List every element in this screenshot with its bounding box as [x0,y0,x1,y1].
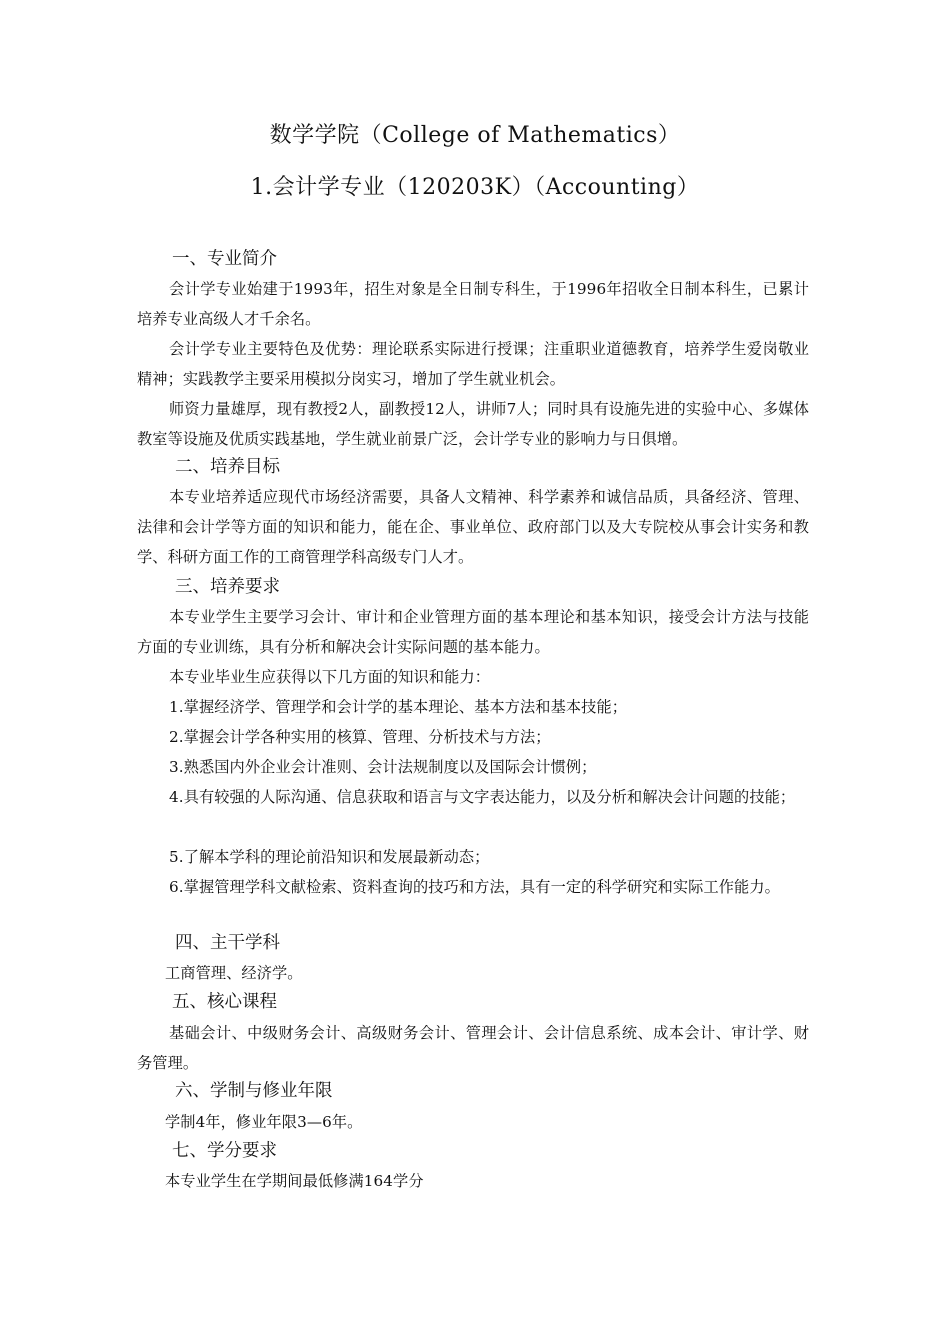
list-item: 6.掌握管理学科文献检索、资料查询的技巧和方法，具有一定的科学研究和实际工作能力。 [169,878,780,896]
paragraph: 会计学专业始建于1993年，招生对象是全日制专科生，于1996年招收全日制本科生，已累计培养专业高级人才千余名。 [137,280,809,328]
section-heading-credits: 七、学分要求 [172,1141,277,1161]
list-item: 3.熟悉国内外企业会计准则、会计法规制度以及国际会计惯例； [169,758,597,776]
list-item: 1.掌握经济学、管理学和会计学的基本理论、基本方法和基本技能； [169,698,628,716]
paragraph: 本专业学生在学期间最低修满164学分 [165,1172,424,1190]
paragraph: 基础会计、中级财务会计、高级财务会计、管理会计、会计信息系统、成本会计、审计学、财务管理。 [137,1024,809,1072]
list-item: 2.掌握会计学各种实用的核算、管理、分析技术与方法； [169,728,551,746]
list-item: 4.具有较强的人际沟通、信息获取和语言与文字表达能力，以及分析和解决会计问题的技能； [169,788,796,806]
section-heading-objectives: 二、培养目标 [175,457,280,477]
section-heading-core-courses: 五、核心课程 [172,992,277,1012]
list-item: 5.了解本学科的理论前沿知识和发展最新动态； [169,848,490,866]
paragraph: 本专业学生主要学习会计、审计和企业管理方面的基本理论和基本知识，接受会计方法与技能方面的专业训练，具有分析和解决会计实际问题的基本能力。 [137,608,809,656]
section-heading-duration: 六、学制与修业年限 [175,1081,333,1101]
paragraph: 本专业培养适应现代市场经济需要，具备人文精神、科学素养和诚信品质，具备经济、管理、法律和会计学等方面的知识和能力，能在企、事业单位、政府部门以及大专院校从事会计实务和教学、科研方面工作的工商管理学科高级专门人才。 [137,488,809,566]
section-heading-intro: 一、专业简介 [172,249,277,269]
section-heading-requirements: 三、培养要求 [175,577,280,597]
paragraph: 工商管理、经济学。 [165,964,303,982]
page-subtitle: 1.会计学专业（120203K）（Accounting） [250,175,700,200]
paragraph: 师资力量雄厚，现有教授2人，副教授12人，讲师7人；同时具有设施先进的实验中心、多媒体教室等设施及优质实践基地，学生就业前景广泛，会计学专业的影响力与日俱增。 [137,400,809,448]
section-heading-main-disciplines: 四、主干学科 [175,933,280,953]
page-title: 数学学院（College of Mathematics） [269,123,681,148]
paragraph: 学制4年，修业年限3—6年。 [165,1113,363,1131]
paragraph: 本专业毕业生应获得以下几方面的知识和能力： [169,668,491,686]
paragraph: 会计学专业主要特色及优势：理论联系实际进行授课；注重职业道德教育，培养学生爱岗敬业精神；实践教学主要采用模拟分岗实习，增加了学生就业机会。 [137,340,809,388]
